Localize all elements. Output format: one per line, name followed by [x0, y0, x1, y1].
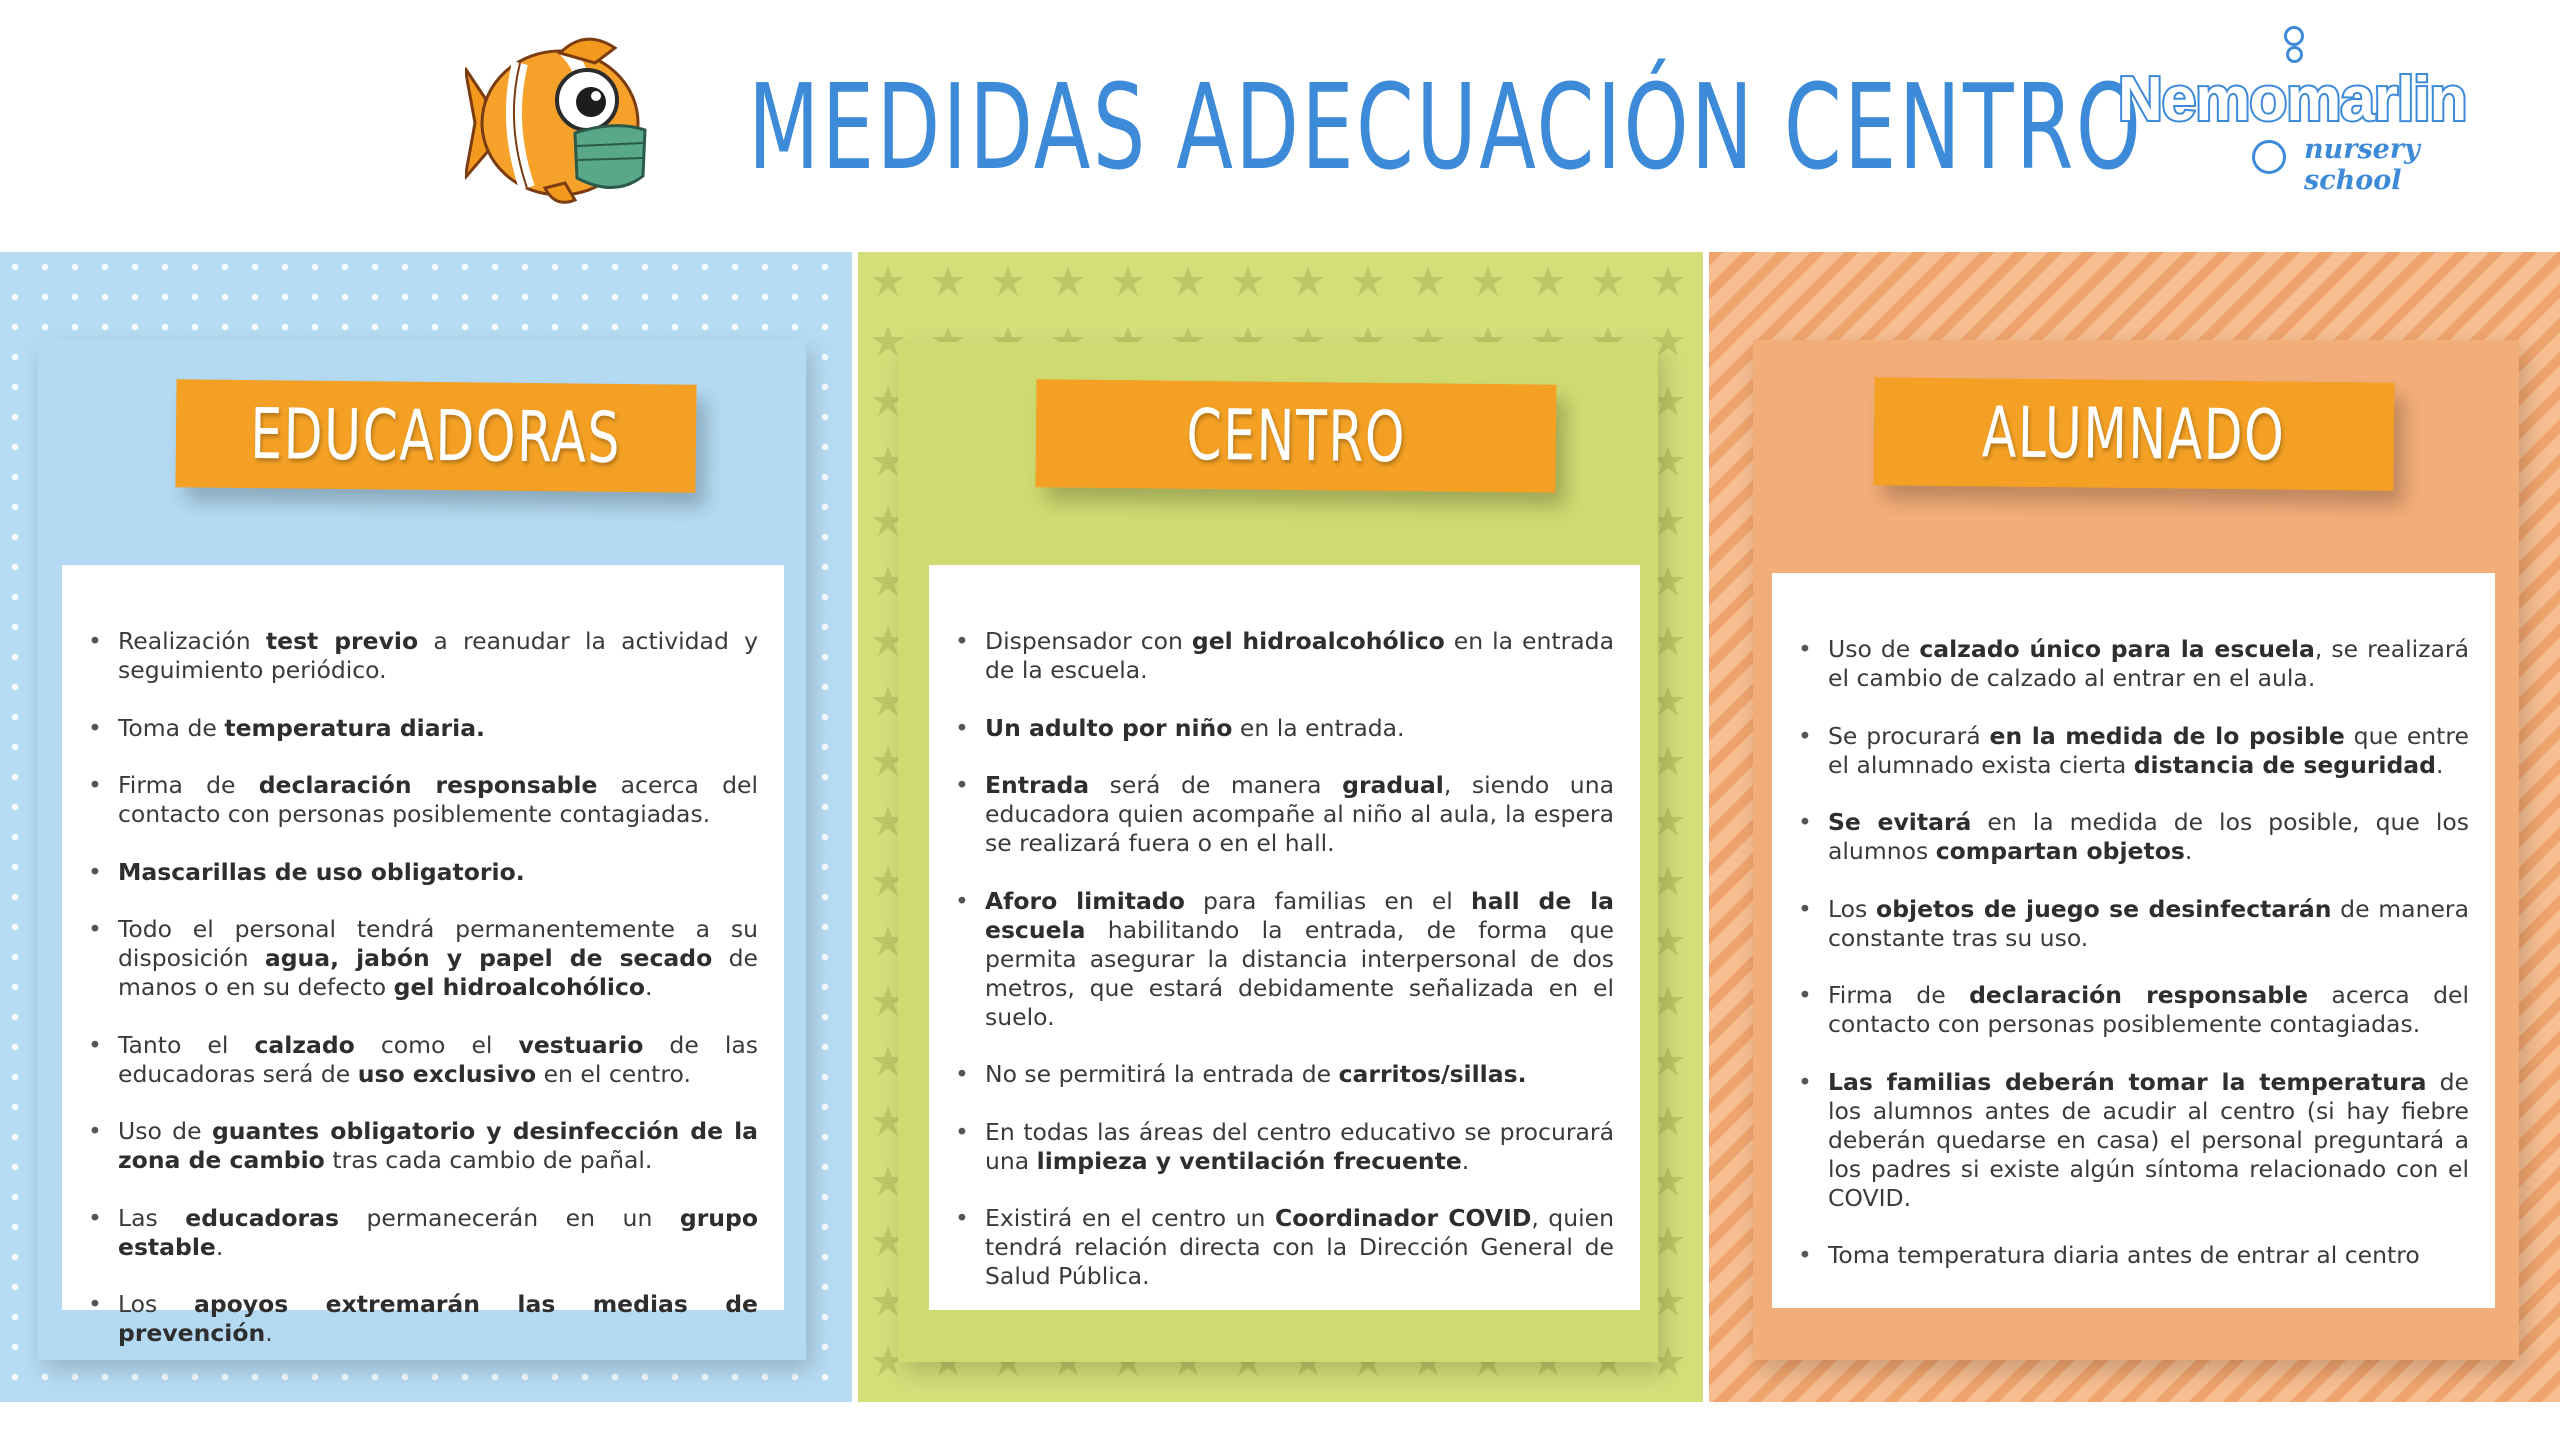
logo-bubble-icon — [2252, 140, 2286, 174]
bold-text: distancia de seguridad — [2133, 750, 2436, 779]
text: Tanto el — [118, 1030, 255, 1059]
text: Todo el personal tendrá permanentemente a su disposición — [118, 915, 758, 972]
list-item — [88, 1117, 759, 1175]
content-card — [62, 565, 784, 1347]
bold-text: calzado — [254, 1030, 355, 1059]
section-heading: EDUCADORAS — [250, 393, 622, 479]
list-item — [955, 1117, 1614, 1176]
bold-text: apoyos extremarán las medias de prevención — [118, 1290, 758, 1347]
text: Realización — [118, 627, 266, 655]
text: Uso de — [118, 1117, 212, 1145]
bullet-icon: • — [1798, 1067, 1812, 1096]
text: En todas las áreas del centro educativo se procurará una — [985, 1117, 1614, 1175]
text: acerca del contacto con personas posiblemente contagiadas. — [1828, 981, 2469, 1038]
bold-text: calzado único para la escuela — [1919, 635, 2315, 663]
bullet-icon: • — [1798, 808, 1812, 836]
clownfish-mascot-icon — [465, 28, 655, 208]
text: en la medida de los posible, que los alumnos — [1828, 808, 2469, 865]
bold-text: uso exclusivo — [357, 1059, 537, 1088]
list-item — [88, 857, 758, 887]
list-item — [955, 1060, 1614, 1089]
bullet-list — [88, 627, 759, 1377]
list-item — [955, 886, 1615, 1032]
bold-text: carritos/sillas. — [1338, 1060, 1527, 1088]
text: , quien tendrá relación directa con la Dirección General de Salud Pública. — [985, 1204, 1615, 1290]
bullet-icon: • — [955, 713, 969, 742]
bullet-icon: • — [955, 1060, 969, 1088]
list-item — [1798, 981, 2469, 1039]
text: habilitando la entrada, de forma que permita asegurar la distancia interpersonal de dos metros, que estará debidamente señalizada en el suelo. — [985, 915, 1614, 1031]
list-item — [955, 1204, 1615, 1291]
bullet-icon: • — [88, 857, 102, 886]
text: , se realizará el cambio de calzado al entrar en el aula. — [1828, 635, 2469, 692]
bullet-icon: • — [88, 1030, 102, 1059]
section-heading: ALUMNADO — [1981, 391, 2287, 477]
bullet-icon: • — [955, 1204, 969, 1232]
bold-text: compartan objetos — [1935, 837, 2185, 865]
bold-text: grupo estable — [118, 1203, 758, 1261]
list-item — [1798, 808, 2469, 866]
header — [0, 0, 2560, 250]
bullet-icon: • — [955, 886, 969, 915]
bullet-icon: • — [88, 713, 102, 742]
bullet-icon: • — [88, 1290, 102, 1318]
text: Firma de — [118, 771, 259, 799]
text: Uso de — [1828, 635, 1920, 663]
text: que entre el alumnado exista cierta — [1828, 721, 2469, 779]
bold-text: Mascarillas de uso obligatorio. — [118, 857, 525, 886]
text: en la entrada. — [1232, 713, 1405, 742]
text: de manos o en su defecto — [118, 944, 758, 1001]
logo-bubble-icon — [2284, 26, 2304, 46]
text: . — [215, 1232, 224, 1261]
text: Los — [1828, 894, 1877, 923]
bullet-icon: • — [1798, 894, 1812, 923]
bold-text: objetos de juego se desinfectarán — [1876, 894, 2332, 923]
text: permanecerán en un — [338, 1203, 680, 1232]
bold-text: Se evitará — [1828, 808, 1972, 836]
section-banner — [175, 379, 696, 492]
text: Firma de — [1828, 981, 1970, 1009]
section-banner — [1035, 379, 1556, 492]
list-item — [88, 771, 758, 829]
list-item — [88, 915, 758, 1002]
bullet-list — [1798, 635, 2469, 1299]
list-item — [88, 1030, 758, 1089]
bold-text: en la medida de lo posible — [1989, 721, 2345, 750]
bold-text: guantes obligatorio y desinfección de la zona de cambio — [118, 1117, 759, 1174]
bold-text: vestuario — [518, 1030, 644, 1059]
section-banner — [1873, 377, 2394, 490]
text: será de manera — [1089, 771, 1343, 799]
column-alumnado — [1709, 252, 2560, 1402]
bullet-icon: • — [955, 771, 969, 799]
bold-text: declaración responsable — [1969, 981, 2309, 1009]
logo-name: Nemomarlin — [2118, 65, 2467, 134]
list-item — [955, 627, 1614, 685]
bold-text: Las familias deberán tomar la temperatura — [1828, 1067, 2427, 1096]
text: . — [2184, 837, 2193, 865]
bold-text: Un adulto por niño — [985, 713, 1233, 742]
bold-text: gel hidroalcohólico — [1191, 627, 1445, 655]
text: Se procurará — [1828, 721, 1990, 750]
column-educadoras — [0, 252, 852, 1402]
bullet-icon: • — [955, 627, 969, 655]
text: Las — [118, 1203, 186, 1232]
bold-text: limpieza y ventilación frecuente — [1036, 1146, 1462, 1175]
nemomarlin-logo — [2118, 26, 2488, 196]
text: Existirá en el centro un — [985, 1204, 1275, 1232]
column-centro — [858, 252, 1703, 1402]
text: en el centro. — [536, 1059, 691, 1088]
bullet-icon: • — [1798, 635, 1812, 663]
bold-text: hall de la escuela — [985, 886, 1615, 944]
bullet-icon: • — [88, 915, 102, 943]
bold-text: gradual — [1342, 771, 1444, 799]
section-heading: CENTRO — [1185, 393, 1407, 479]
page-title: MEDIDAS ADECUACIÓN CENTRO — [748, 58, 2144, 196]
bold-text: gel hidroalcohólico — [393, 973, 646, 1001]
bullet-icon: • — [88, 627, 102, 655]
text: de los alumnos antes de acudir al centro (si hay fiebre deberán quedarse en casa) el personal preguntará a los padres si existe algún síntoma relacionado con el COVID. — [1828, 1067, 2469, 1212]
text: Toma temperatura diaria antes de entrar al centro — [1828, 1241, 2420, 1269]
list-item — [88, 1203, 758, 1262]
text: de las educadoras será de — [118, 1030, 758, 1088]
text: acerca del contacto con personas posiblemente contagiadas. — [118, 771, 758, 828]
list-item — [1798, 1067, 2469, 1213]
logo-bubble-icon — [2286, 46, 2303, 63]
list-item — [1798, 721, 2469, 780]
bullet-icon: • — [88, 1117, 102, 1145]
bullet-icon: • — [1798, 721, 1812, 750]
list-item — [88, 713, 758, 743]
bullet-icon: • — [1798, 1241, 1812, 1269]
text: para familias en el — [1184, 886, 1471, 915]
bullet-icon: • — [955, 1117, 969, 1146]
text: Dispensador con — [985, 627, 1192, 655]
bold-text: test previo — [265, 627, 419, 655]
text: Toma de — [118, 713, 225, 742]
text: en la entrada de la escuela. — [985, 627, 1614, 684]
bold-text: Aforo limitado — [985, 886, 1185, 915]
text: de manera constante tras su uso. — [1828, 894, 2469, 952]
text: como el — [354, 1030, 519, 1059]
list-item — [88, 627, 759, 685]
list-item — [88, 1290, 758, 1348]
logo-subtitle: nursery school — [2304, 134, 2420, 196]
bold-text: Coordinador COVID — [1274, 1204, 1532, 1232]
list-item — [1798, 1241, 2469, 1270]
text: Los — [118, 1290, 194, 1318]
content-card — [1772, 573, 2495, 1308]
bold-text: agua, jabón y papel de secado — [264, 944, 713, 972]
bullet-icon: • — [88, 771, 102, 799]
text: , siendo una educadora quien acompañe al niño al aula, la espera se realizará fuera o en el hall. — [985, 771, 1614, 857]
bullet-icon: • — [88, 1203, 102, 1232]
text: . — [265, 1319, 273, 1347]
list-item — [1798, 635, 2469, 693]
list-item — [955, 713, 1614, 743]
list-item — [955, 771, 1614, 858]
text: No se permitirá la entrada de — [985, 1060, 1339, 1088]
bold-text: declaración responsable — [258, 771, 598, 799]
bold-text: educadoras — [185, 1203, 339, 1232]
text: . — [1461, 1146, 1470, 1175]
text: tras cada cambio de pañal. — [324, 1146, 653, 1174]
bullet-list — [955, 627, 1615, 1320]
content-card — [929, 565, 1640, 1310]
bullet-icon: • — [1798, 981, 1812, 1009]
list-item — [1798, 894, 2469, 953]
bold-text: temperatura diaria. — [224, 713, 485, 742]
bold-text: Entrada — [985, 771, 1090, 799]
text: . — [645, 973, 653, 1001]
text: a reanudar la actividad y seguimiento periódico. — [118, 627, 759, 684]
text: . — [2435, 750, 2444, 779]
